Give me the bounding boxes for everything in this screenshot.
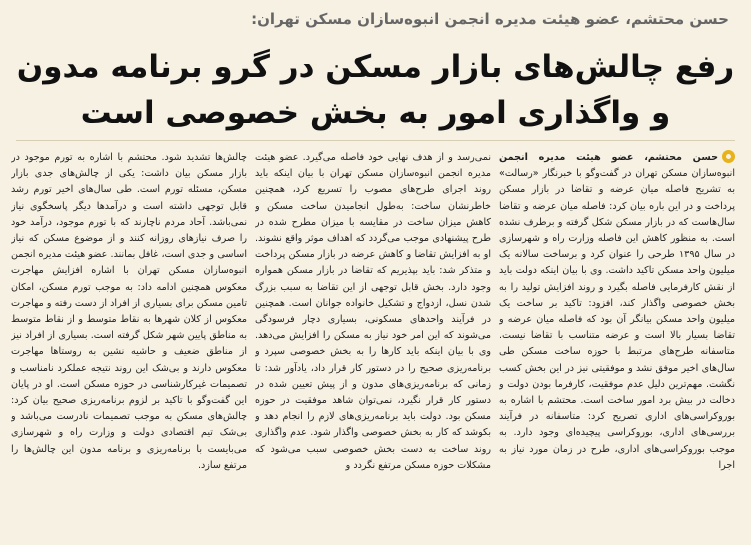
column-1 bbox=[499, 150, 735, 540]
column-3-text: چالش‌ها تشدید شود. محتشم با اشاره به تورم موجود در بازار مسکن بیان داشت: یکی از چالش‌های جدی بازار مسکن، مسئله تورم است. طی سال‌های اخیر تورم رشد قابل توجهی داشته است و درآمدها دیگر پاسخگوی نیاز نمی‌باشد. آحاد مردم ناچارند که با تورم موجود، درآمد خود را صرف نیازهای روزانه کنند و از موضوع مسکن که نیاز اساسی و جدی است، غافل بمانند. عضو هیئت مدیره انجمن انبوه‌سازان مسکن تهران با اشاره افزایش مهاجرت معکوس همچنین ادامه داد: به موجب تورم مسکن، امکان تامین مسکن برای بسیاری از افراد از دست رفته و مهاجرت معکوس از کلان شهرها به نقاط متوسط و از نقاط متوسط به مناطق پایین شهر شکل گرفته است. بسیاری از افراد نیز از مناطق ضعیف و حاشیه نشین به روستاها مهاجرت معکوس دارند و بی‌شک این روند نتیجه عملکرد نامناسب و تصمیمات غیرکارشناسی در حوزه مسکن است. او در پایان این گفت‌وگو با تاکید بر لزوم برنامه‌ریزی صحیح بیان کرد: چالش‌های مسکن به موجب تصمیمات نادرست می‌باشد و بی‌شک تیم اقتصادی دولت و وزارت راه و شهرسازی می‌بایست با برنامه‌ریزی و برنامه مدون این چالش‌ها را مرتفع سازد. bbox=[11, 152, 247, 471]
column-2-text: نمی‌رسد و از هدف نهایی خود فاصله می‌گیرد. عضو هیئت مدیره انجمن انبوه‌سازان مسکن تهران با بیان اینکه باید روند اجرای طرح‌های مصوب را تسریع کرد، همچنین خاطرنشان ساخت: به‌طول انجامیدن ساخت مسکن و کاهش میزان ساخت در مقایسه با میزان مطرح شده در طرح پیشنهادی موجب می‌گردد که اهداف موثر واقع نشوند. او به افزایش تقاضا و کاهش عرضه در بازار مسکن پرداخت و متذکر شد: باید بپذیریم که تقاضا در بازار مسکن همواره وجود دارد. بخش قابل توجهی از این تقاضا به سبب بزرگ شدن نسل، ازدواج و تشکیل خانواده جوانان است. همچنین در فرآیند واحدهای مسکونی، بسیاری دچار فرسودگی می‌شوند که این امر خود نیاز به مسکن را افزایش می‌دهد. وی با بیان اینکه باید کارها را به بخش خصوصی سپرد و برنامه‌ریزی صحیح را در دستور کار قرار داد، یادآور شد: تا زمانی که برنامه‌ریزی‌های مدون و از پیش تعیین شده در دستور کار قرار نگیرد، نمی‌توان شاهد موفقیت در حوزه مسکن بود. دولت باید برنامه‌ریزی‌های لازم را انجام دهد و بکوشد که کار به بخش خصوصی واگذار شود. عدم واگذاری روند ساخت به دست بخش خصوصی سبب می‌شود که مشکلات حوزه مسکن مرتفع نگردد و bbox=[255, 152, 491, 471]
column-1-lead: حسن محتشم، عضو هیئت مدیره انجمن bbox=[499, 152, 718, 163]
article-overline: حسن محتشم، عضو هیئت مدیره انجمن انبوه‌سازان مسکن تهران: bbox=[251, 10, 729, 28]
headline-line-2: و واگذاری امور به بخش خصوصی است bbox=[80, 95, 671, 131]
article-headline bbox=[10, 44, 741, 136]
headline-line-1: رفع چالش‌های بازار مسکن در گرو برنامه مدون bbox=[16, 49, 735, 85]
column-1-text: انبوه‌سازان مسکن تهران در گفت‌وگو با خبرنگار «رسالت» به تشریح فاصله میان عرضه و تقاضا در بازار مسکن پرداخت و در این باره بیان کرد: فاصله میان عرضه و تقاضا سال‌هاست که در بازار مسکن شکل گرفته و برطرف نشده است. به منظور کاهش این فاصله وزارت راه و شهرسازی در سال ۱۳۹۵ طرحی را عنوان کرد و برساخت سالانه یک میلیون واحد مسکن تاکید داشت. وی با بیان اینکه دولت باید از نقش کارفرمایی فاصله بگیرد و روند افزایش تولید را به بخش خصوصی واگذار کند، افزود: تاکید بر ساخت یک میلیون واحد مسکن بیانگر آن بود که فاصله میان عرضه و تقاضا بسیار بالا است و عرضه متناسب با تقاضا نیست. متاسفانه طرح‌های مرتبط با حوزه ساخت مسکن طی سال‌های اخیر موفق نشد و موفقیتی نیز در این بخش کسب نگشت. مهم‌ترین دلیل عدم موفقیت، کارفرما بودن دولت و دخالت در بیش برد امور ساخت است. محتشم با اشاره به بوروکراسی‌های اداری تصریح کرد: متاسفانه در فرآیند بررسی‌های اداری، بوروکراسی پیچیده‌ای وجود دارد. به موجب بوروکراسی‌های اداری، طرح در زمان مورد نیاز به اجرا bbox=[499, 168, 735, 471]
divider bbox=[16, 140, 735, 141]
column-3 bbox=[11, 150, 247, 540]
article-body bbox=[11, 150, 735, 540]
bullet-icon bbox=[722, 150, 735, 163]
column-2 bbox=[255, 150, 491, 540]
